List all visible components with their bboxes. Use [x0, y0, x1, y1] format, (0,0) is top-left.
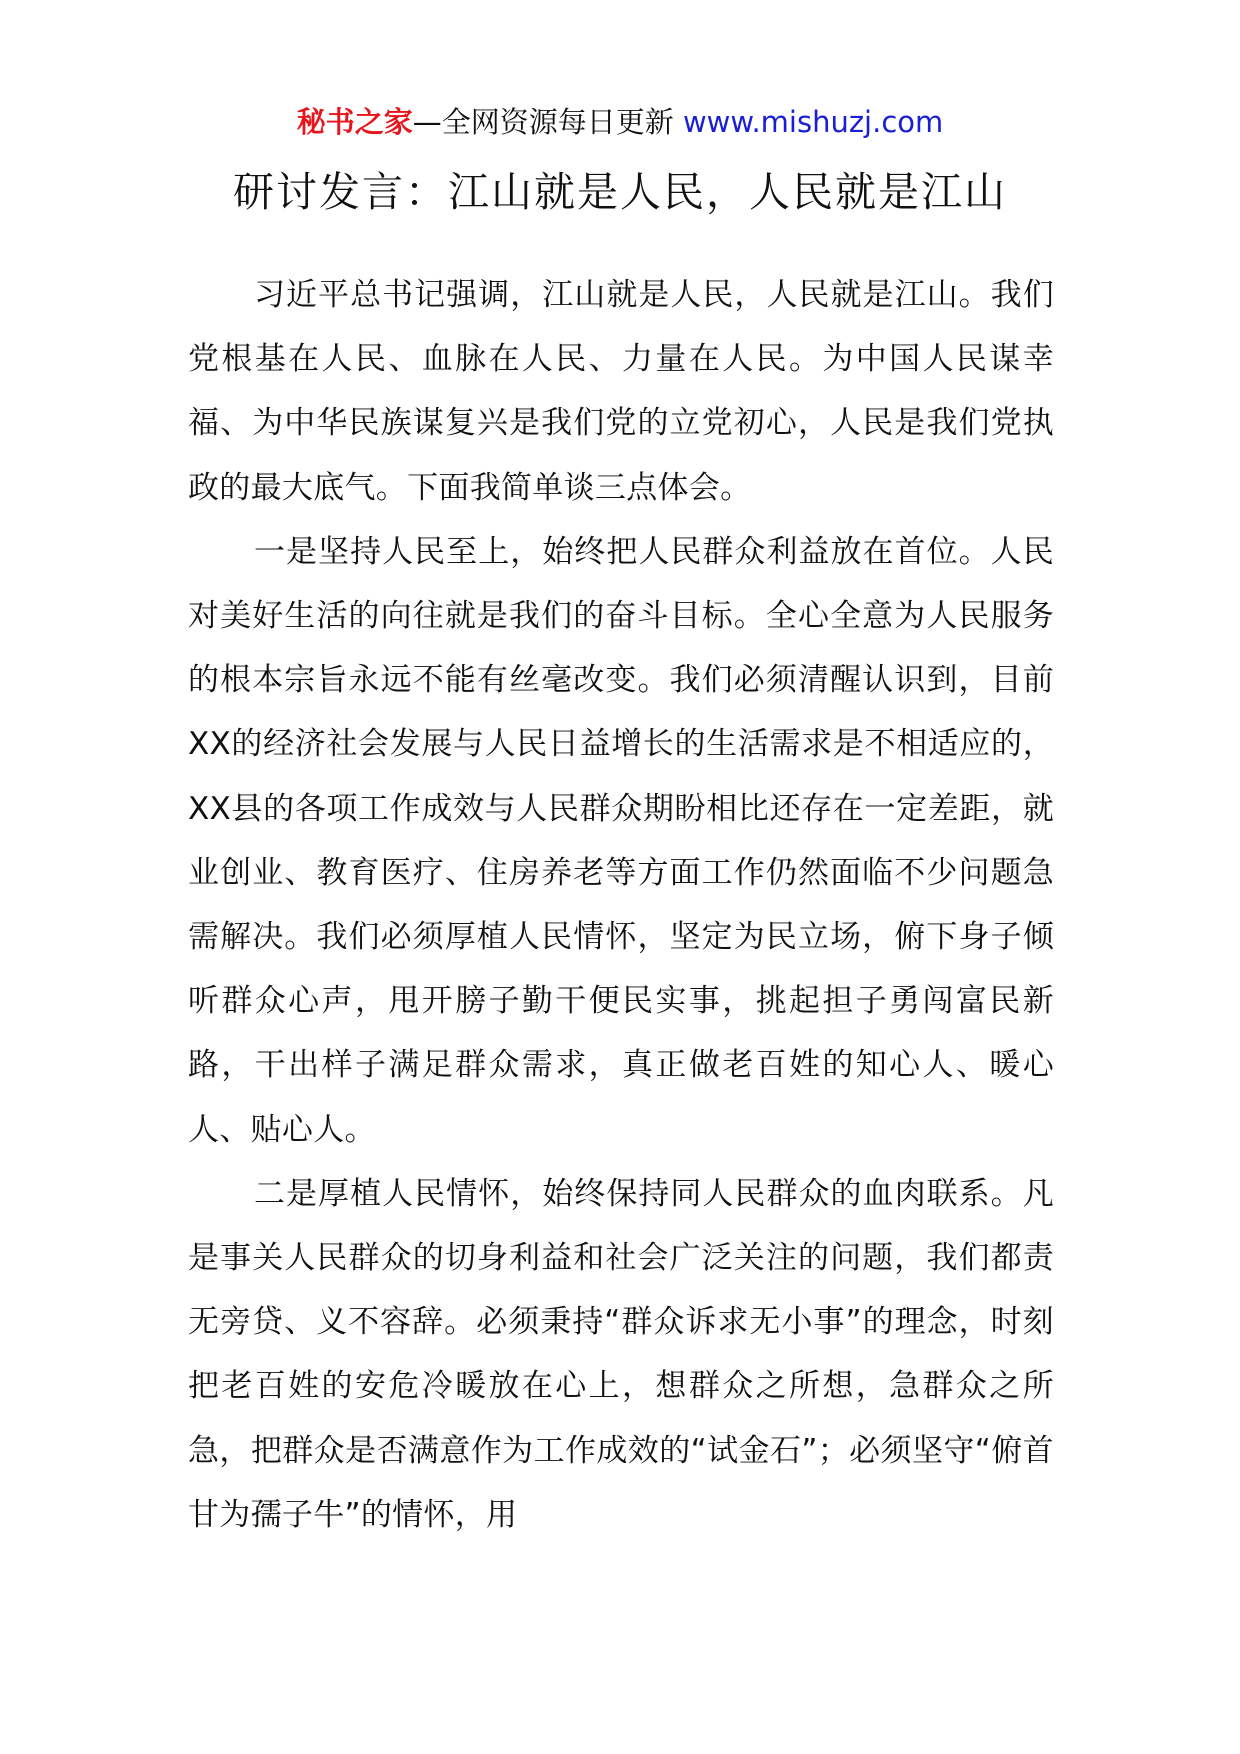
site-header: [0, 100, 1240, 144]
document-body: [188, 263, 1054, 1547]
site-tagline: —全网资源每日更新: [412, 105, 683, 139]
document-title: 研讨发言：江山就是人民，人民就是江山: [233, 168, 1007, 216]
body-paragraph-1: 习近平总书记强调，江山就是人民，人民就是江山。我们党根基在人民、血脉在人民、力量在人民。为中国人民谋幸福、为中华民族谋复兴是我们党的立党初心，人民是我们党执政的最大底气。下面我简单谈三点体会。: [188, 277, 1054, 506]
site-brand: 秘书之家: [296, 105, 413, 139]
site-url-link[interactable]: www.mishuzj.com: [682, 105, 944, 139]
body-paragraph-2: 一是坚持人民至上，始终把人民群众利益放在首位。人民对美好生活的向往就是我们的奋斗目标。全心全意为人民服务的根本宗旨永远不能有丝毫改变。我们必须清醒认识到，目前XX的经济社会发展与人民日益增长的生活需求是不相适应的，XX县的各项工作成效与人民群众期盼相比还存在一定差距，就业创业、教育医疗、住房养老等方面工作仍然面临不少问题急需解决。我们必须厚植人民情怀，坚定为民立场，俯下身子倾听群众心声，甩开膀子勤干便民实事，挑起担子勇闯富民新路，干出样子满足群众需求，真正做老百姓的知心人、暖心人、贴心人。: [188, 533, 1054, 1148]
body-paragraph-3: 二是厚植人民情怀，始终保持同人民群众的血肉联系。凡是事关人民群众的切身利益和社会广泛关注的问题，我们都责无旁贷、义不容辞。必须秉持“群众诉求无小事”的理念，时刻把老百姓的安危冷暖放在心上，想群众之所想，急群众之所急，把群众是否满意作为工作成效的“试金石”；必须坚守“俯首甘为孺子牛”的情怀，用: [188, 1175, 1054, 1533]
